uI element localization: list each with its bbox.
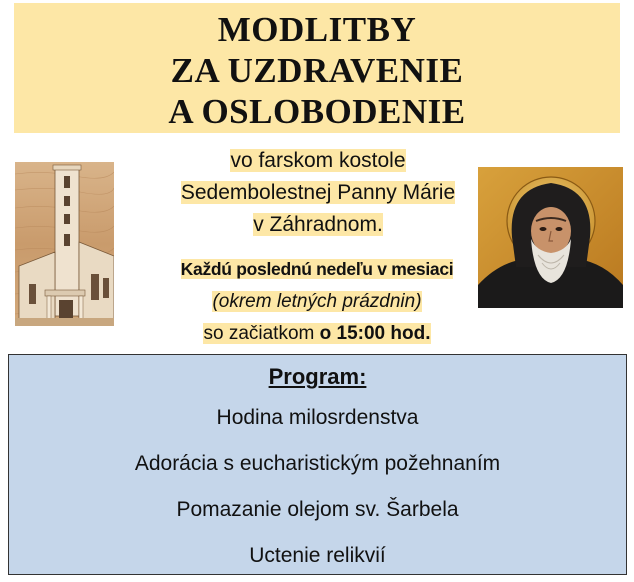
schedule-frequency: Každú poslednú nedeľu v mesiaci bbox=[180, 259, 454, 279]
location-line-3: v Záhradnom. bbox=[253, 213, 383, 236]
title-line-2: ZA UZDRAVENIE bbox=[170, 51, 464, 90]
title-line-1: MODLITBY bbox=[217, 10, 417, 49]
program-item: Adorácia s eucharistickým požehnaním bbox=[134, 452, 501, 475]
church-tower-photo bbox=[15, 162, 114, 326]
schedule-start bbox=[203, 323, 430, 344]
title-line-3: A OSLOBODENIE bbox=[168, 92, 466, 131]
schedule-start-time: o 15:00 hod. bbox=[319, 323, 431, 344]
program-item: Hodina milosrdenstva bbox=[216, 406, 419, 429]
schedule-info bbox=[150, 255, 484, 352]
location-line-2: Sedembolestnej Panny Márie bbox=[180, 181, 456, 204]
location-line-1: vo farskom kostole bbox=[230, 149, 406, 172]
schedule-start-prefix: so začiatkom bbox=[203, 323, 315, 344]
program-box bbox=[8, 354, 627, 575]
program-item: Uctenie relikvií bbox=[249, 544, 386, 567]
program-list bbox=[9, 395, 626, 579]
program-title: Program: bbox=[268, 364, 367, 389]
title-banner bbox=[14, 3, 620, 133]
program-item: Pomazanie olejom sv. Šarbela bbox=[176, 498, 459, 521]
schedule-exception: (okrem letných prázdnin) bbox=[212, 291, 422, 312]
location-info bbox=[118, 146, 518, 242]
